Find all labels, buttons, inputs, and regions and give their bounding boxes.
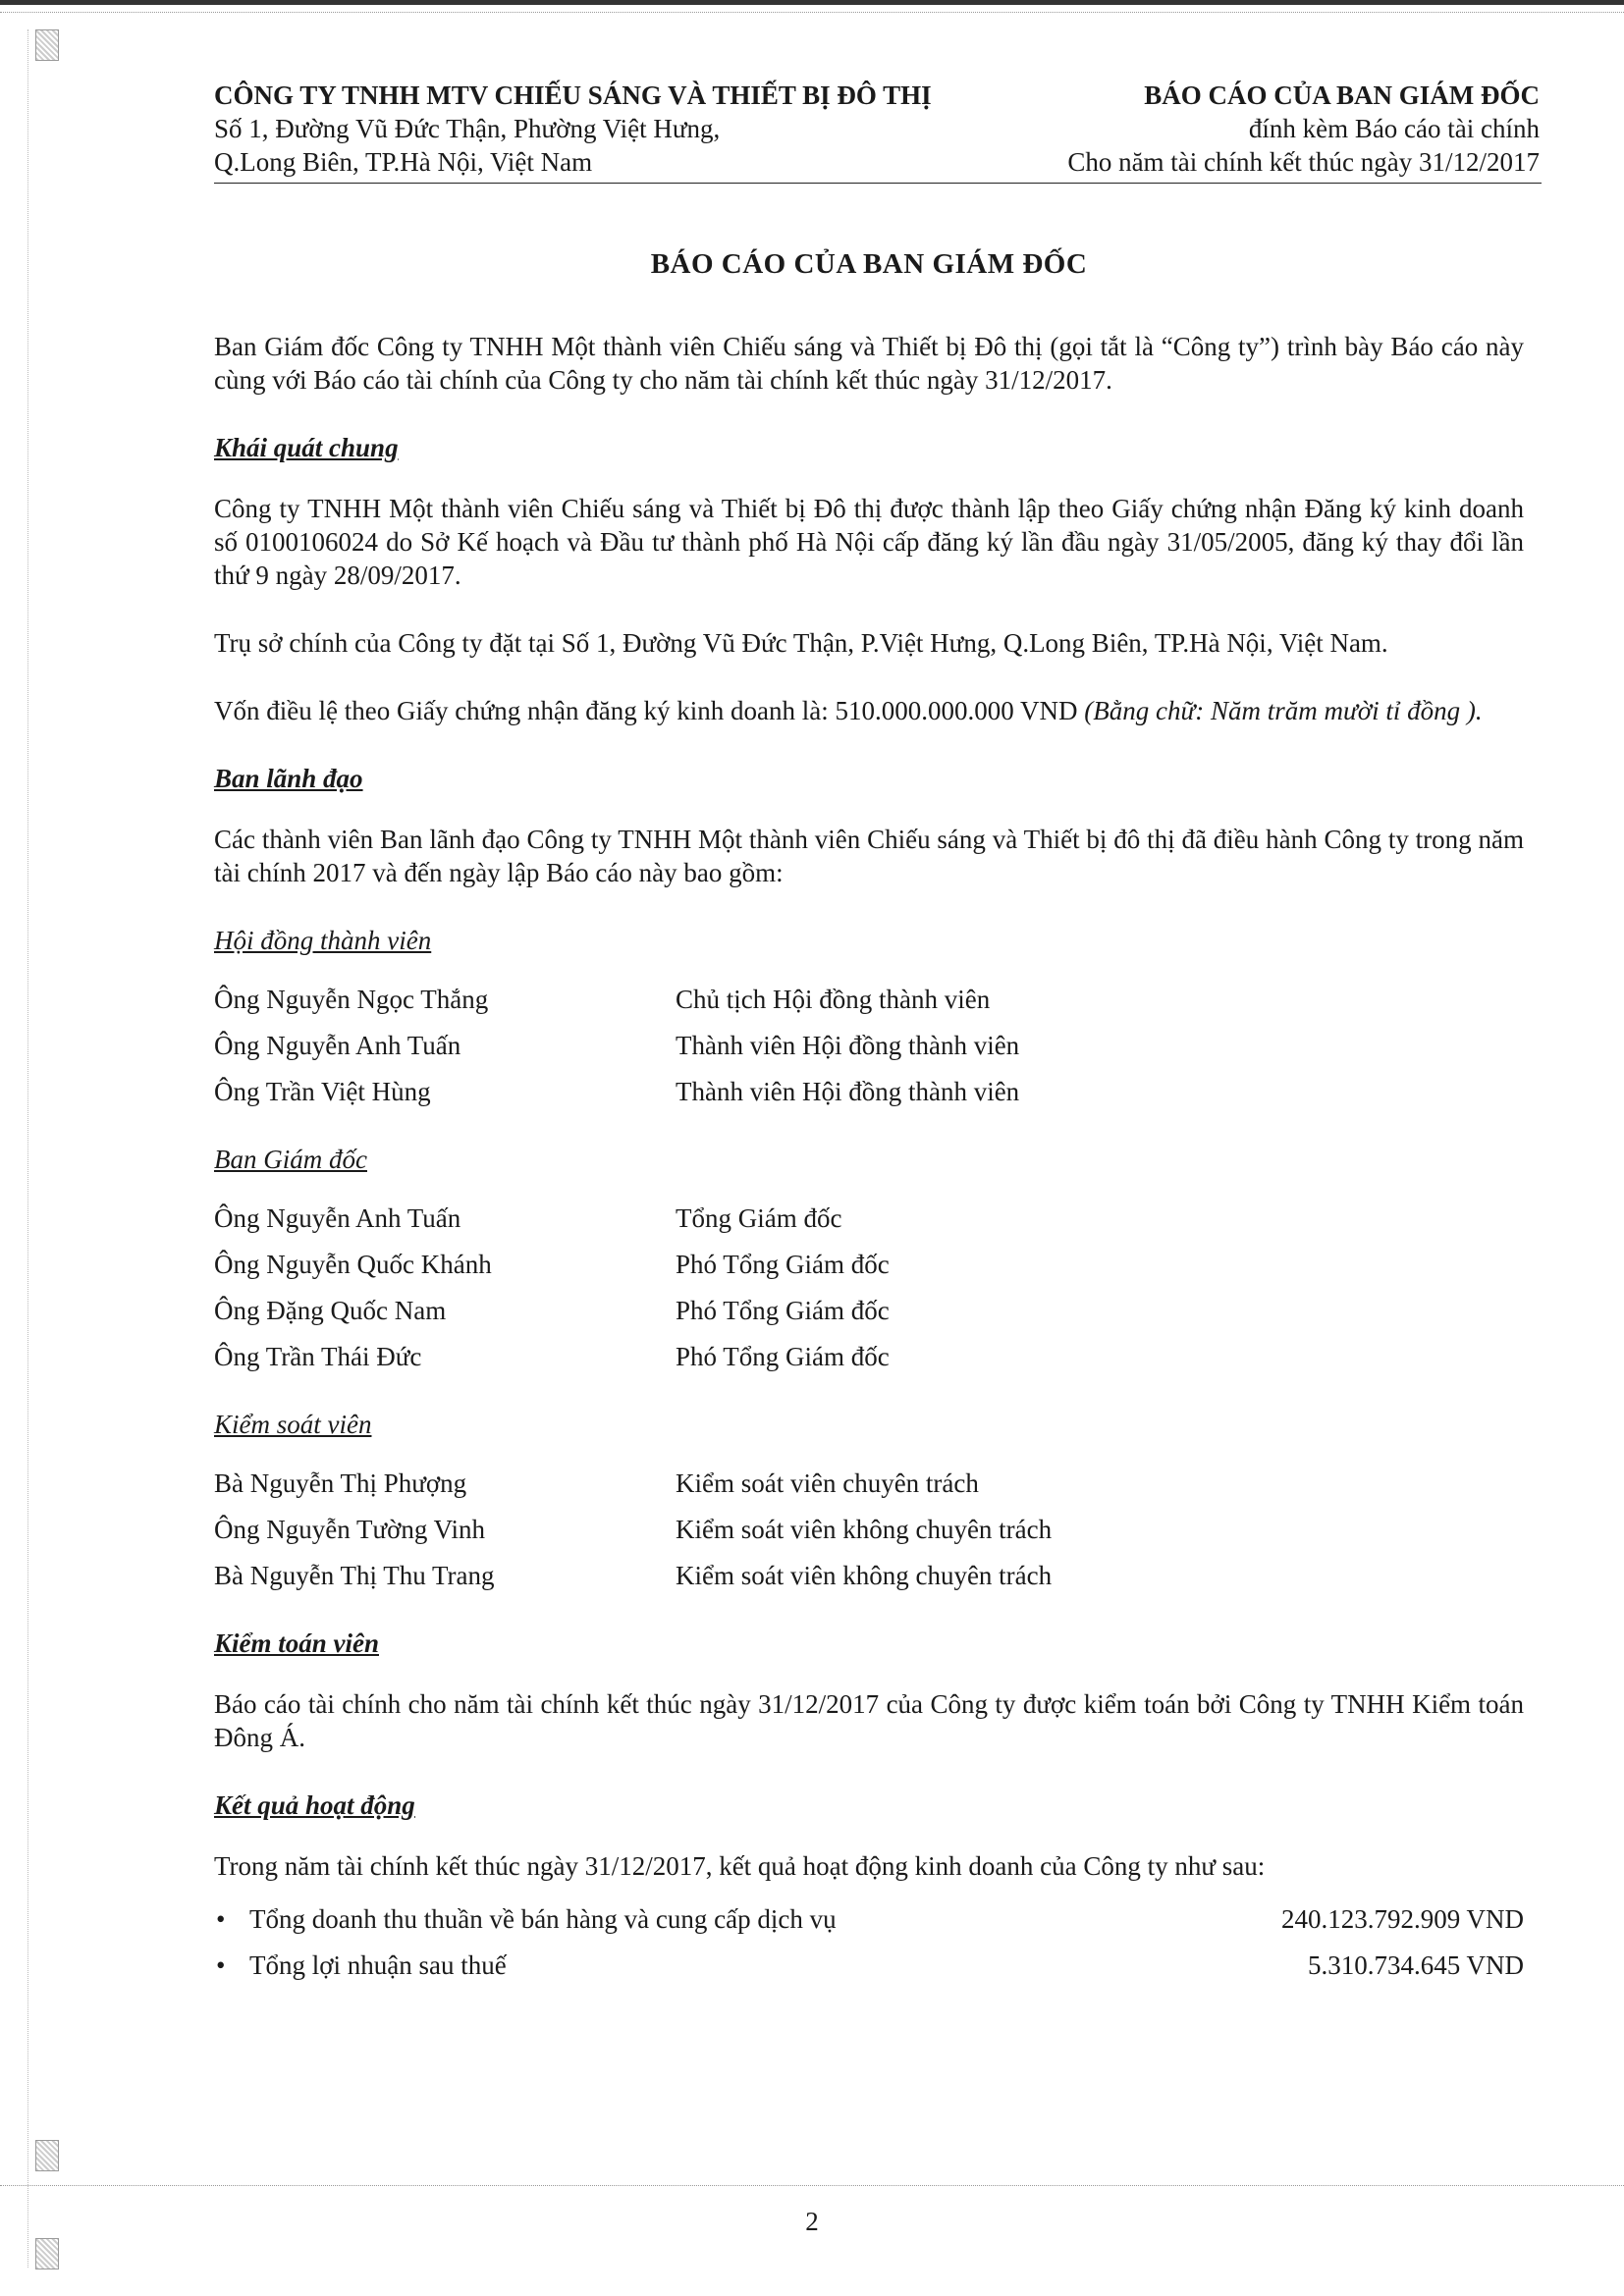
- member-role: Phó Tổng Giám đốc: [676, 1250, 890, 1279]
- member-role: Thành viên Hội đồng thành viên: [676, 1077, 1020, 1106]
- result-label: Tổng lợi nhuận sau thuế: [249, 1950, 507, 1980]
- member-name: Bà Nguyễn Thị Thu Trang: [214, 1561, 495, 1590]
- list-item: [214, 1334, 1524, 1380]
- charter-capital-text: Vốn điều lệ theo Giấy chứng nhận đăng ký kinh doanh là: 510.000.000.000 VND: [214, 696, 1085, 725]
- member-role: Kiểm soát viên không chuyên trách: [676, 1561, 1053, 1590]
- list-item: [214, 1023, 1524, 1069]
- company-name: CÔNG TY TNHH MTV CHIẾU SÁNG VÀ THIẾT BỊ ĐÔ THỊ: [214, 80, 932, 110]
- leadership-intro: Các thành viên Ban lãnh đạo Công ty TNHH Một thành viên Chiếu sáng và Thiết bị đô thị đã điều hành Công ty trong năm tài chính 2017 và đến ngày lập Báo cáo này bao gồm:: [214, 825, 1524, 887]
- report-period: Cho năm tài chính kết thúc ngày 31/12/2017: [1067, 147, 1540, 177]
- section-heading-results: Kết quả hoạt động: [214, 1790, 415, 1820]
- scan-top-dotted-line: [0, 12, 1624, 13]
- list-item: [214, 1896, 1524, 1943]
- scan-mark: [35, 2140, 59, 2171]
- member-role: Kiểm soát viên không chuyên trách: [676, 1515, 1053, 1544]
- company-address-line-1: Số 1, Đường Vũ Đức Thận, Phường Việt Hưng,: [214, 114, 721, 143]
- member-name: Ông Nguyễn Ngọc Thắng: [214, 985, 489, 1014]
- member-name: Bà Nguyễn Thị Phượng: [214, 1468, 467, 1498]
- scan-left-margin: [27, 29, 64, 2268]
- member-role: Phó Tổng Giám đốc: [676, 1342, 890, 1371]
- results-list: [214, 1896, 1524, 1989]
- overview-paragraph-2: Trụ sở chính của Công ty đặt tại Số 1, Đường Vũ Đức Thận, P.Việt Hưng, Q.Long Biên, TP.Hà Nội, Việt Nam.: [214, 628, 1388, 658]
- scan-top-border: [0, 0, 1624, 5]
- result-value: 5.310.734.645 VND: [1307, 1950, 1524, 1980]
- list-item: [214, 1242, 1524, 1288]
- scan-mark: [35, 2238, 59, 2269]
- member-role: Chủ tịch Hội đồng thành viên: [676, 985, 991, 1014]
- subsection-heading-controllers: Kiểm soát viên: [214, 1410, 372, 1439]
- page-header: [214, 79, 1542, 184]
- list-item: [214, 977, 1524, 1023]
- member-name: Ông Nguyễn Quốc Khánh: [214, 1250, 492, 1279]
- member-name: Ông Nguyễn Anh Tuấn: [214, 1031, 461, 1060]
- member-name: Ông Trần Việt Hùng: [214, 1077, 431, 1106]
- list-item: [214, 1943, 1524, 1989]
- result-label: Tổng doanh thu thuần về bán hàng và cung cấp dịch vụ: [249, 1904, 837, 1934]
- charter-capital-in-words: (Bằng chữ: Năm trăm mười tỉ đồng ).: [1084, 696, 1483, 725]
- controllers-list: [214, 1461, 1524, 1599]
- document-body: [214, 248, 1524, 1989]
- member-role: Thành viên Hội đồng thành viên: [676, 1031, 1020, 1060]
- page-number: 2: [805, 2207, 819, 2236]
- report-name: BÁO CÁO CỦA BAN GIÁM ĐỐC: [1144, 80, 1540, 110]
- member-role: Kiểm soát viên chuyên trách: [676, 1468, 979, 1498]
- scan-mark: [35, 29, 59, 61]
- page-title: BÁO CÁO CỦA BAN GIÁM ĐỐC: [650, 248, 1088, 280]
- directors-list: [214, 1196, 1524, 1380]
- overview-paragraph-1: Công ty TNHH Một thành viên Chiếu sáng và Thiết bị Đô thị được thành lập theo Giấy chứng nhận Đăng ký kinh doanh số 0100106024 do Sở Kế hoạch và Đầu tư thành phố Hà Nội cấp đăng ký lần đầu ngày 31/05/2005, đăng ký thay đổi lần thứ 9 ngày 28/09/2017.: [214, 494, 1524, 590]
- list-item: [214, 1288, 1524, 1334]
- list-item: [214, 1461, 1524, 1507]
- member-role: Tổng Giám đốc: [676, 1203, 842, 1233]
- member-name: Ông Nguyễn Tường Vinh: [214, 1515, 486, 1544]
- bullet-icon: •: [216, 1904, 226, 1934]
- list-item: [214, 1553, 1524, 1599]
- council-list: [214, 977, 1524, 1115]
- result-value: 240.123.792.909 VND: [1280, 1904, 1524, 1934]
- section-heading-leadership: Ban lãnh đạo: [214, 764, 363, 793]
- member-name: Ông Nguyễn Anh Tuấn: [214, 1203, 461, 1233]
- section-heading-auditor: Kiểm toán viên: [214, 1629, 379, 1658]
- section-heading-overview: Khái quát chung: [214, 433, 399, 462]
- list-item: [214, 1196, 1524, 1242]
- member-role: Phó Tổng Giám đốc: [676, 1296, 890, 1325]
- auditor-paragraph: Báo cáo tài chính cho năm tài chính kết thúc ngày 31/12/2017 của Công ty được kiểm toán bởi Công ty TNHH Kiểm toán Đông Á.: [214, 1689, 1524, 1752]
- overview-paragraph-3: [214, 694, 1524, 727]
- header-left: [214, 79, 932, 179]
- subsection-heading-council: Hội đồng thành viên: [214, 926, 432, 955]
- company-address-line-2: Q.Long Biên, TP.Hà Nội, Việt Nam: [214, 147, 593, 177]
- member-name: Ông Trần Thái Đức: [214, 1342, 422, 1371]
- results-intro: Trong năm tài chính kết thúc ngày 31/12/2017, kết quả hoạt động kinh doanh của Công ty như sau:: [214, 1851, 1266, 1881]
- member-name: Ông Đặng Quốc Nam: [214, 1296, 447, 1325]
- scan-bottom-dotted-line: [0, 2185, 1624, 2186]
- subsection-heading-directors: Ban Giám đốc: [214, 1145, 367, 1174]
- bullet-icon: •: [216, 1950, 226, 1980]
- header-right: [1067, 79, 1540, 179]
- intro-paragraph: Ban Giám đốc Công ty TNHH Một thành viên Chiếu sáng và Thiết bị Đô thị (gọi tắt là “Công ty”) trình bày Báo cáo này cùng với Báo cáo tài chính của Công ty cho năm tài chính kết thúc ngày 31/12/2017.: [214, 332, 1524, 395]
- report-attachment: đính kèm Báo cáo tài chính: [1248, 114, 1540, 143]
- list-item: [214, 1507, 1524, 1553]
- list-item: [214, 1069, 1524, 1115]
